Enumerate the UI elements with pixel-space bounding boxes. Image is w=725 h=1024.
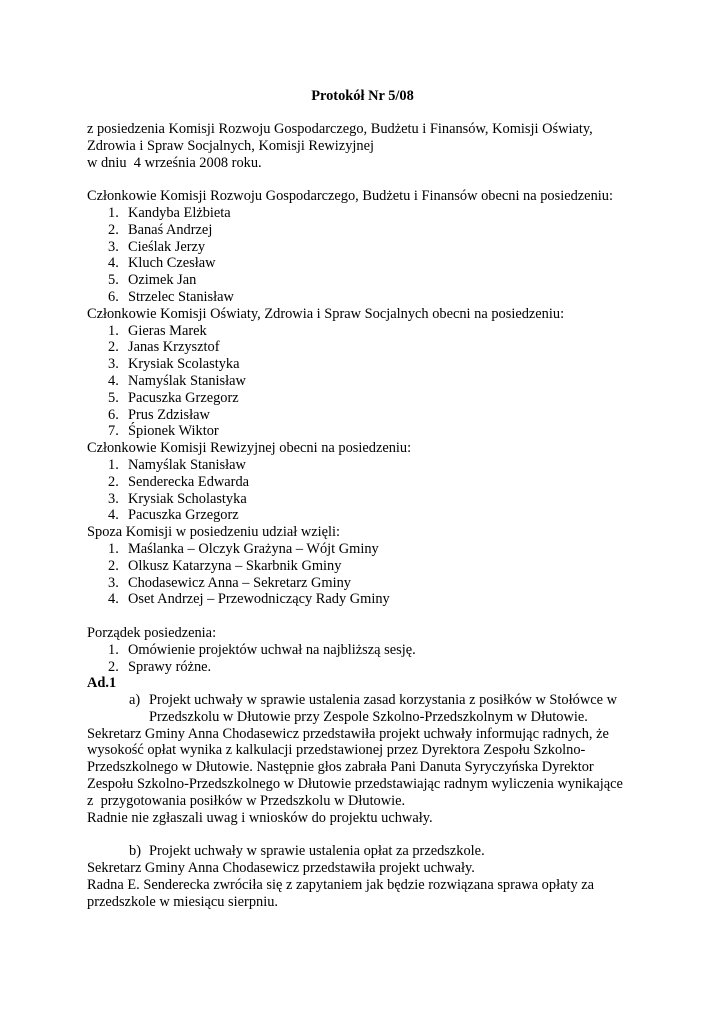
committee1-heading: Członkowie Komisji Rozwoju Gospodarczego, Budżetu i Finansów obecni na posiedzeniu: xyxy=(87,188,613,205)
ad1-a-line: Radnie nie zgłaszali uwag i wniosków do projektu uchwały. xyxy=(87,809,433,826)
ad1-a-line: wysokość opłat wynika z kalkulacji przedstawionej przez Dyrektora Zespołu Szkolno- xyxy=(87,742,586,759)
ad1-b-line: przedszkole w miesiącu sierpniu. xyxy=(87,893,279,910)
committee2-list xyxy=(87,323,647,441)
committee2-heading: Członkowie Komisji Oświaty, Zdrowia i Spraw Socjalnych obecni na posiedzeniu: xyxy=(87,305,565,322)
list-item: 3. Cieślak Jerzy xyxy=(108,238,206,255)
list-item: 7. Śpionek Wiktor xyxy=(108,423,219,440)
list-item: 3. Krysiak Scholastyka xyxy=(108,490,247,507)
ad1-a-line: z przygotowania posiłków w Przedszkolu w Dłutowie. xyxy=(87,792,406,809)
list-item: 1. Omówienie projektów uchwał na najbliższą sesję. xyxy=(108,641,416,658)
list-item: 4. Kluch Czesław xyxy=(108,255,216,272)
list-item: 2. Olkusz Katarzyna – Skarbnik Gminy xyxy=(108,557,342,574)
list-item: 2. Janas Krzysztof xyxy=(108,339,220,356)
list-item: 4. Pacuszka Grzegorz xyxy=(108,507,239,524)
list-item: 6. Strzelec Stanisław xyxy=(108,288,234,305)
list-item: 2. Banaś Andrzej xyxy=(108,221,213,238)
list-item: 2. Senderecka Edwarda xyxy=(108,473,250,490)
list-item: 5. Pacuszka Grzegorz xyxy=(108,389,239,406)
list-item: 3. Krysiak Scolastyka xyxy=(108,356,240,373)
agenda-heading: Porządek posiedzenia: xyxy=(87,624,217,641)
ad1-item-a: a) Projekt uchwały w sprawie ustalenia zasad korzystania z posiłków w Stołówce w Przedszkolu w Dłutowie przy Zespole Szkolno-Przedszkolnym w Dłutowie. xyxy=(129,692,617,725)
ad1-a-line: Sekretarz Gminy Anna Chodasewicz przedstawiła projekt uchwały informując radnych, że xyxy=(87,725,609,742)
ad1-a-line: Zespołu Szkolno-Przedszkolnego w Dłutowie przedstawiając radnym wyliczenia wynikające xyxy=(87,776,623,793)
guests-heading: Spoza Komisji w posiedzeniu udział wzięli: xyxy=(87,524,340,541)
committee3-heading: Członkowie Komisji Rewizyjnej obecni na posiedzeniu: xyxy=(87,440,412,457)
committee1-list xyxy=(87,205,647,306)
list-item: 2. Sprawy różne. xyxy=(108,658,212,675)
list-item: 4. Oset Andrzej – Przewodniczący Rady Gminy xyxy=(108,591,390,608)
list-item: 5. Ozimek Jan xyxy=(108,272,197,289)
list-item: 4. Namyślak Stanisław xyxy=(108,372,246,389)
list-item: 1. Gieras Marek xyxy=(108,322,207,339)
intro-line: w dniu 4 września 2008 roku. xyxy=(87,154,262,171)
list-item: 1. Kandyba Elżbieta xyxy=(108,204,231,221)
ad1-b-line: Radna E. Senderecka zwróciła się z zapytaniem jak będzie rozwiązana sprawa opłaty za xyxy=(87,876,595,893)
document-title: Protokół Nr 5/08 xyxy=(311,88,414,104)
intro-line: Zdrowia i Spraw Socjalnych, Komisji Rewizyjnej xyxy=(87,137,374,154)
intro-line: z posiedzenia Komisji Rozwoju Gospodarczego, Budżetu i Finansów, Komisji Oświaty, xyxy=(87,121,593,137)
guests-list xyxy=(87,541,647,608)
agenda-list xyxy=(87,642,647,676)
list-item: 1. Maślanka – Olczyk Grażyna – Wójt Gminy xyxy=(108,540,379,557)
list-item: 1. Namyślak Stanisław xyxy=(108,456,246,473)
list-item: 6. Prus Zdzisław xyxy=(108,406,210,423)
ad1-heading: Ad.1 xyxy=(87,675,117,692)
list-item: 3. Chodasewicz Anna – Sekretarz Gminy xyxy=(108,574,351,591)
document-body xyxy=(87,121,647,910)
ad1-a-line: Przedszkolnego w Dłutowie. Następnie głos zabrała Pani Danuta Syryczyńska Dyrektor xyxy=(87,759,594,776)
ad1-b-line: Sekretarz Gminy Anna Chodasewicz przedstawiła projekt uchwały. xyxy=(87,860,475,877)
ad1-item-b: b) Projekt uchwały w sprawie ustalenia opłat za przedszkole. xyxy=(129,843,485,860)
committee3-list xyxy=(87,457,647,524)
